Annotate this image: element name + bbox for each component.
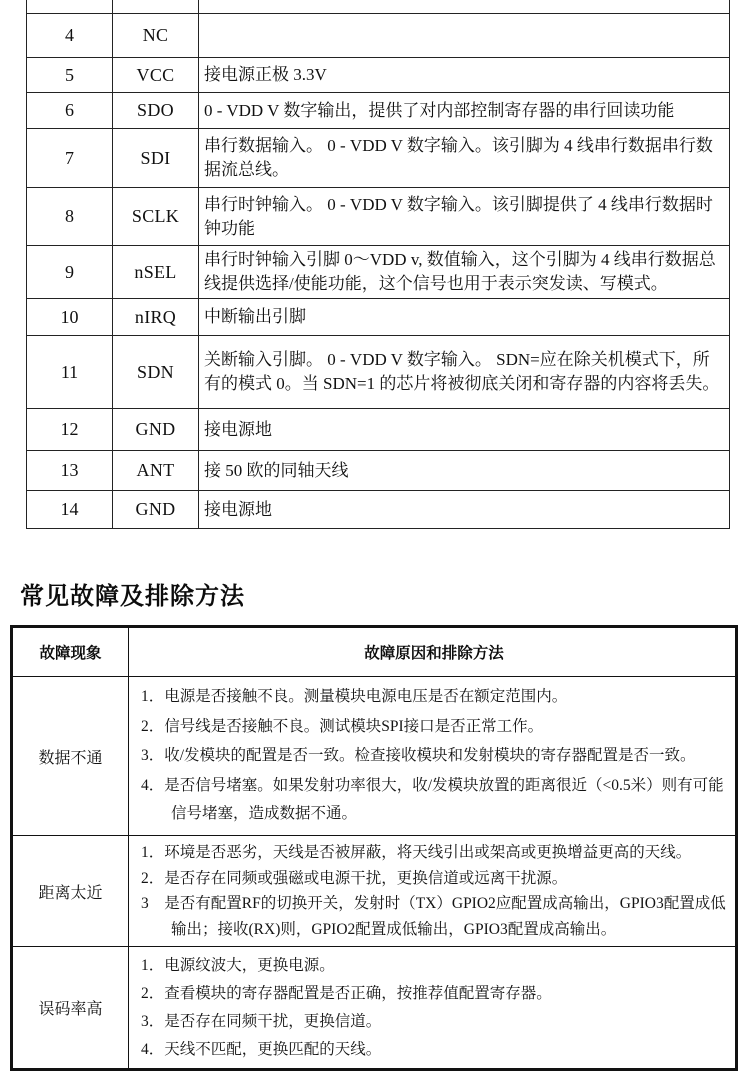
pin-desc-cell: 串行时钟输入引脚 0～VDD v, 数值输入，这个引脚为 4 线串行数据总线提供选择/使能功能，这个信号也用于表示突发读、写模式。 (199, 246, 730, 299)
table-row (27, 336, 730, 409)
table-row (27, 409, 730, 451)
pin-name-cell: GND (113, 491, 199, 529)
table-row (27, 246, 730, 299)
pin-name-cell: NC (113, 14, 199, 58)
list-item: 2．是否存在同频或强磁或电源干扰，更换信道或远离干扰源。 (141, 869, 568, 887)
table-row (27, 93, 730, 129)
table-row (12, 677, 737, 836)
list-item: 3 是否有配置RF的切换开关，发射时（TX）GPIO2应配置成高输出，GPIO3配置成低输出；接收(RX)则，GPIO2配置成低输出，GPIO3配置成高输出。 (141, 895, 726, 938)
pin-name-cell: SDO (113, 93, 199, 129)
pin-number-cell (27, 0, 113, 14)
pin-number-cell: 8 (27, 188, 113, 246)
pin-name-cell: nIRQ (113, 299, 199, 336)
list-item: 3．收/发模块的配置是否一致。检查接收模块和发射模块的寄存器配置是否一致。 (141, 747, 696, 765)
troubleshooting-table (10, 625, 738, 1071)
pin-desc-cell: 关断输入引脚。 0 - VDD V 数字输入。 SDN=应在除关机模式下，所有的模式 0。当 SDN=1 的芯片将被彻底关闭和寄存器的内容将丢失。 (199, 336, 730, 409)
pin-name-cell (113, 0, 199, 14)
pin-number-cell: 11 (27, 336, 113, 409)
pin-desc-cell: 中断输出引脚 (199, 299, 730, 336)
pin-desc-cell: 串行时钟输入。 0 - VDD V 数字输入。该引脚提供了 4 线串行数据时钟功能 (199, 188, 730, 246)
table-row (12, 947, 737, 1070)
list-item: 2．信号线是否接触不良。测试模块SPI接口是否正常工作。 (141, 717, 544, 735)
list-item: 1．电源纹波大，更换电源。 (141, 957, 335, 974)
fault-solution-cell (129, 677, 737, 836)
pin-desc-cell: 接电源正极 3.3V (199, 58, 730, 93)
pin-number-cell: 6 (27, 93, 113, 129)
pin-name-cell: SDI (113, 129, 199, 188)
list-item: 2．查看模块的寄存器配置是否正确，按推荐值配置寄存器。 (141, 985, 552, 1002)
table-row (27, 299, 730, 336)
fault-solution-cell (129, 836, 737, 947)
pin-name-cell: VCC (113, 58, 199, 93)
table-row (27, 0, 730, 14)
pin-number-cell: 9 (27, 246, 113, 299)
section-title: 常见故障及排除方法 (20, 583, 245, 610)
table-row (27, 491, 730, 529)
table-row (27, 188, 730, 246)
table-row (12, 836, 737, 947)
pin-desc-cell: 接电源地 (199, 491, 730, 529)
table-row (27, 451, 730, 491)
fault-label-cell: 数据不通 (12, 677, 129, 836)
pin-desc-cell: 串行数据输入。 0 - VDD V 数字输入。该引脚为 4 线串行数据串行数据流总线。 (199, 129, 730, 188)
table-header-row (12, 627, 737, 677)
pin-definition-table (26, 0, 730, 529)
fault-solution-cell (129, 947, 737, 1070)
table-row (27, 14, 730, 58)
solution-list (141, 952, 727, 1063)
column-header-phenomenon: 故障现象 (12, 627, 129, 677)
pin-number-cell: 5 (27, 58, 113, 93)
pin-number-cell: 7 (27, 129, 113, 188)
pin-name-cell: ANT (113, 451, 199, 491)
pin-number-cell: 12 (27, 409, 113, 451)
pin-name-cell: nSEL (113, 246, 199, 299)
fault-label-cell: 距离太近 (12, 836, 129, 947)
column-header-solution: 故障原因和排除方法 (129, 627, 737, 677)
pin-name-cell: SDN (113, 336, 199, 409)
list-item: 3．是否存在同频干扰，更换信道。 (141, 1013, 382, 1030)
pin-desc-cell (199, 0, 730, 14)
list-item: 1．电源是否接触不良。测量模块电源电压是否在额定范围内。 (141, 688, 568, 706)
pin-number-cell: 13 (27, 451, 113, 491)
solution-list (141, 840, 727, 942)
list-item: 4．天线不匹配，更换匹配的天线。 (141, 1041, 382, 1058)
pin-desc-cell: 0 - VDD V 数字输出，提供了对内部控制寄存器的串行回读功能 (199, 93, 730, 129)
pin-name-cell: GND (113, 409, 199, 451)
pin-number-cell: 4 (27, 14, 113, 58)
pin-number-cell: 10 (27, 299, 113, 336)
fault-label-cell: 误码率高 (12, 947, 129, 1070)
pin-desc-cell: 接电源地 (199, 409, 730, 451)
list-item: 4．是否信号堵塞。如果发射功率很大，收/发模块放置的距离很近（<0.5米）则有可能信号堵塞，造成数据不通。 (141, 776, 724, 823)
list-item: 1．环境是否恶劣，天线是否被屏蔽，将天线引出或架高或更换增益更高的天线。 (141, 844, 692, 861)
solution-list (141, 683, 727, 829)
pin-name-cell: SCLK (113, 188, 199, 246)
table-row (27, 58, 730, 93)
pin-number-cell: 14 (27, 491, 113, 529)
pin-desc-cell: 接 50 欧的同轴天线 (199, 451, 730, 491)
table-row (27, 129, 730, 188)
pin-desc-cell (199, 14, 730, 58)
